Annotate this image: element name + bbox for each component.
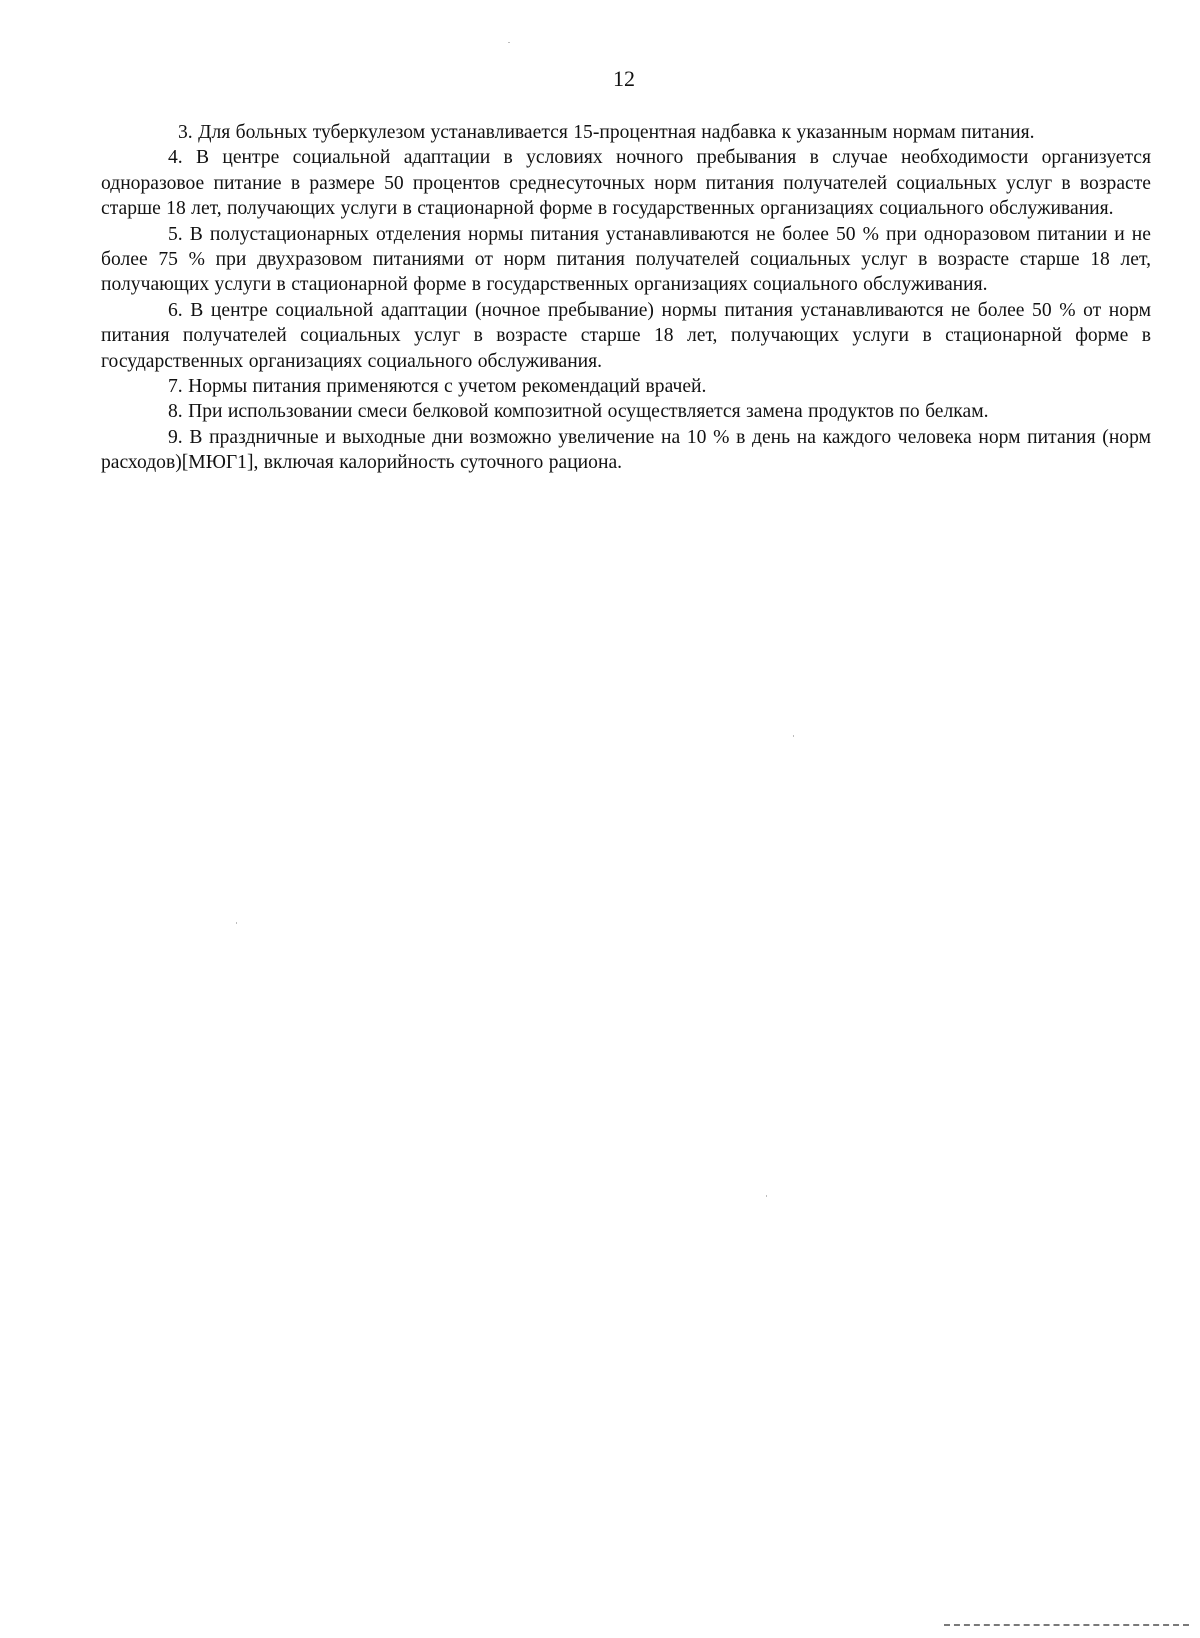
paragraph-9: 9. В праздничные и выходные дни возможно увеличение на 10 % в день на каждого человека норм питания (норм расходов)[МЮГ1], включая калорийность суточного рациона. [101,426,1151,474]
scan-speck [236,922,237,924]
paragraph-8: 8. При использовании смеси белковой композитной осуществляется замена продуктов по белкам. [168,401,989,423]
scan-speck [508,42,510,43]
paragraph-4: 4. В центре социальной адаптации в условиях ночного пребывания в случае необходимости организуется одноразовое питание в размере 50 процентов среднесуточных норм питания получателей социальных услуг в возрасте старше 18 лет, получающих услуги в стационарной форме в государственных организациях социального обслуживания. [101,147,1151,220]
paragraph-7: 7. Нормы питания применяются с учетом рекомендаций врачей. [168,376,707,398]
document-body [101,120,1151,476]
page-number: 12 [613,66,635,91]
scan-speck [793,735,794,737]
scan-speck [766,1195,767,1197]
bottom-edge-rule [944,1624,1189,1626]
paragraph-6: 6. В центре социальной адаптации (ночное пребывание) нормы питания устанавливаются не более 50 % от норм питания получателей социальных услуг в возрасте старше 18 лет, получающих услуги в стационарной форме в государственных организациях социального обслуживания. [101,299,1151,372]
paragraph-3: 3. Для больных туберкулезом устанавливается 15-процентная надбавка к указанным нормам питания. [178,122,1035,143]
paragraph-5: 5. В полустационарных отделения нормы питания устанавливаются не более 50 % при одноразовом питании и не более 75 % при двухразовом питаниями от норм питания получателей социальных услуг в возрасте старше 18 лет, получающих услуги в стационарной форме в государственных организациях социального обслуживания. [101,223,1151,296]
